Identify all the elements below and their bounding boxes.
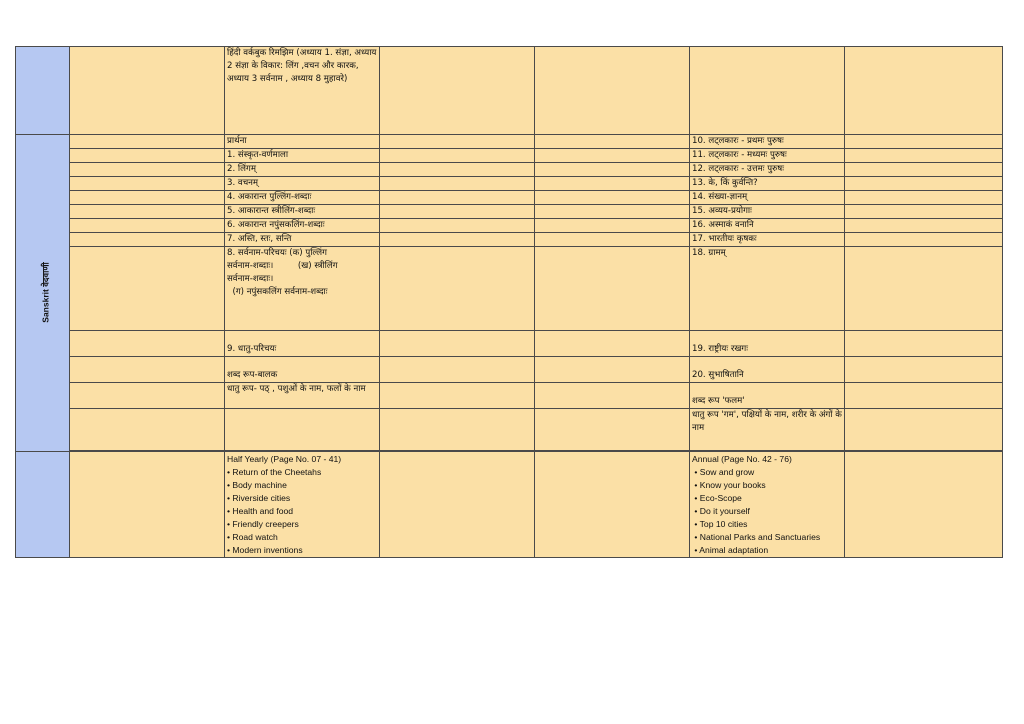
table-cell bbox=[535, 163, 690, 177]
table-cell: धातु रूप- पठ् , पशुओं के नाम, फलों के नाम bbox=[225, 383, 380, 409]
table-cell bbox=[380, 135, 535, 149]
table-row bbox=[16, 163, 1003, 177]
table-cell bbox=[535, 331, 690, 357]
table-cell: शब्द रूप-बालक bbox=[225, 357, 380, 383]
list-item: • National Parks and Sanctuaries bbox=[692, 532, 821, 542]
table-row bbox=[16, 177, 1003, 191]
table-row bbox=[16, 205, 1003, 219]
syllabus-table bbox=[15, 46, 1003, 558]
table-cell bbox=[845, 357, 1003, 383]
table-cell bbox=[845, 149, 1003, 163]
table-row bbox=[16, 219, 1003, 233]
table-row bbox=[16, 191, 1003, 205]
list-item: • Eco-Scope bbox=[692, 493, 742, 503]
table-cell bbox=[845, 331, 1003, 357]
table-cell bbox=[70, 331, 225, 357]
table-cell bbox=[380, 163, 535, 177]
table-cell bbox=[70, 452, 225, 558]
table-row bbox=[16, 409, 1003, 451]
list-item: • Do it yourself bbox=[692, 506, 750, 516]
table-cell bbox=[70, 357, 225, 383]
list-item: • Top 10 cities bbox=[692, 519, 748, 529]
table-cell bbox=[845, 163, 1003, 177]
table-cell bbox=[70, 247, 225, 331]
table-row bbox=[16, 135, 1003, 149]
table-cell bbox=[535, 383, 690, 409]
table-cell bbox=[845, 452, 1003, 558]
table-cell bbox=[70, 383, 225, 409]
table-cell bbox=[845, 135, 1003, 149]
table-cell bbox=[535, 357, 690, 383]
table-row bbox=[16, 357, 1003, 383]
table-cell bbox=[380, 331, 535, 357]
table-cell bbox=[535, 149, 690, 163]
table-cell bbox=[535, 219, 690, 233]
table-row bbox=[16, 452, 1003, 558]
table-row bbox=[16, 331, 1003, 357]
table-row bbox=[16, 247, 1003, 331]
hindi-workbook-text: हिंदी वर्कबुक रिमझिम (अध्याय 1. संज्ञा, अध्याय 2 संज्ञा के विकार: लिंग ,वचन और कारक, अध्याय 3 सर्वनाम , अध्याय 8 मुहावरे) bbox=[227, 48, 377, 84]
table-cell bbox=[535, 247, 690, 331]
table-row bbox=[16, 149, 1003, 163]
table-cell: 16. अस्माकं वनानि bbox=[690, 219, 845, 233]
table-cell bbox=[845, 383, 1003, 409]
table-cell bbox=[70, 205, 225, 219]
annual-title: Annual (Page No. 42 - 76) bbox=[692, 454, 792, 464]
table-cell bbox=[380, 383, 535, 409]
table-cell bbox=[70, 177, 225, 191]
list-item: • Health and food bbox=[227, 506, 294, 516]
table-cell: 11. लट्लकारः - मध्यमः पुरुषः bbox=[690, 149, 845, 163]
table-cell: 3. वचनम् bbox=[225, 177, 380, 191]
list-item: • Riverside cities bbox=[227, 493, 291, 503]
table-cell: 6. अकारान्त नपुंसकलिंग-शब्दाः bbox=[225, 219, 380, 233]
table-cell: 9. धातु-परिचयः bbox=[225, 331, 380, 357]
list-item: • Know your books bbox=[692, 480, 766, 490]
table-cell bbox=[70, 219, 225, 233]
table-cell: 18. ग्रामम् bbox=[690, 247, 845, 331]
table-cell bbox=[380, 247, 535, 331]
table-cell bbox=[845, 191, 1003, 205]
pronoun-line: सर्वनाम-शब्दाः। (ख) स्त्रीलिंग bbox=[227, 261, 338, 271]
subject-cell-english bbox=[16, 452, 70, 558]
table-cell bbox=[535, 47, 690, 135]
table-cell: 13. के, किं कुर्वन्ति? bbox=[690, 177, 845, 191]
table-cell: 5. आकारान्त स्त्रीलिंग-शब्दाः bbox=[225, 205, 380, 219]
table-row bbox=[16, 47, 1003, 135]
table-cell bbox=[845, 47, 1003, 135]
table-cell bbox=[380, 219, 535, 233]
list-item: • Return of the Cheetahs bbox=[227, 467, 322, 477]
table-cell bbox=[845, 219, 1003, 233]
pronoun-cell bbox=[225, 247, 380, 331]
table-cell bbox=[535, 205, 690, 219]
list-item: • Friendly creepers bbox=[227, 519, 299, 529]
table-cell bbox=[845, 233, 1003, 247]
subject-cell-sanskrit bbox=[16, 135, 70, 452]
list-item: • Modern inventions bbox=[227, 545, 303, 555]
table-cell: प्रार्थना bbox=[225, 135, 380, 149]
table-cell: शब्द रूप 'फलम' bbox=[690, 383, 845, 409]
table-cell bbox=[535, 135, 690, 149]
table-cell bbox=[845, 247, 1003, 331]
list-item: • Animal adaptation bbox=[692, 545, 769, 555]
subject-cell-hindi bbox=[16, 47, 70, 135]
table-cell: 7. अस्ति, स्तः, सन्ति bbox=[225, 233, 380, 247]
table-cell bbox=[70, 233, 225, 247]
table-cell bbox=[535, 452, 690, 558]
table-cell bbox=[70, 135, 225, 149]
table-cell bbox=[70, 149, 225, 163]
pronoun-line: (ग) नपुंसकलिंग सर्वनाम-शब्दाः bbox=[227, 287, 328, 297]
table-cell: 10. लट्लकारः - प्रथमः पुरुषः bbox=[690, 135, 845, 149]
table-cell: 17. भारतीयः कृषकः bbox=[690, 233, 845, 247]
table-cell bbox=[380, 177, 535, 191]
table-cell bbox=[380, 452, 535, 558]
table-cell: 2. लिंगम् bbox=[225, 163, 380, 177]
table-cell bbox=[535, 177, 690, 191]
pronoun-line: 8. सर्वनाम-परिचयः (क) पुल्लिंग bbox=[227, 248, 327, 258]
table-cell: धातु रूप 'गम', पक्षियों के नाम, शरीर के अंगों के नाम bbox=[690, 409, 845, 451]
pronoun-line: सर्वनाम-शब्दाः। bbox=[227, 274, 274, 284]
table-row bbox=[16, 233, 1003, 247]
table-cell bbox=[70, 191, 225, 205]
table-cell bbox=[845, 205, 1003, 219]
table-cell: 15. अव्यय-प्रयोगाः bbox=[690, 205, 845, 219]
table-cell bbox=[690, 47, 845, 135]
table-cell: 19. राष्ट्रीयः रखगः bbox=[690, 331, 845, 357]
table-cell: 4. अकारान्त पुल्लिंग-शब्दाः bbox=[225, 191, 380, 205]
list-item: • Sow and grow bbox=[692, 467, 755, 477]
table-cell bbox=[535, 233, 690, 247]
table-row bbox=[16, 383, 1003, 409]
table-cell: 20. सुभाषितानि bbox=[690, 357, 845, 383]
annual-cell bbox=[690, 452, 845, 558]
table-cell bbox=[380, 233, 535, 247]
table-cell bbox=[845, 177, 1003, 191]
table-cell bbox=[380, 47, 535, 135]
table-cell bbox=[380, 191, 535, 205]
half-yearly-cell bbox=[225, 452, 380, 558]
table-cell: 1. संस्कृत-वर्णमाला bbox=[225, 149, 380, 163]
table-cell bbox=[380, 357, 535, 383]
list-item: • Road watch bbox=[227, 532, 278, 542]
table-cell: 14. संख्या-ज्ञानम् bbox=[690, 191, 845, 205]
table-cell bbox=[535, 409, 690, 451]
table-cell: 12. लट्लकारः - उत्तमः पुरुषः bbox=[690, 163, 845, 177]
list-item: • Body machine bbox=[227, 480, 287, 490]
table-cell bbox=[845, 409, 1003, 451]
table-cell bbox=[380, 409, 535, 451]
table-cell bbox=[70, 47, 225, 135]
subject-label: Sanskrit वेदवाणी bbox=[40, 262, 51, 323]
table-cell bbox=[70, 409, 225, 451]
table-cell bbox=[380, 149, 535, 163]
table-cell bbox=[225, 409, 380, 451]
table-cell bbox=[70, 163, 225, 177]
half-yearly-title: Half Yearly (Page No. 07 - 41) bbox=[227, 454, 342, 464]
hindi-workbook-cell bbox=[225, 47, 380, 135]
table-cell bbox=[535, 191, 690, 205]
table-cell bbox=[380, 205, 535, 219]
